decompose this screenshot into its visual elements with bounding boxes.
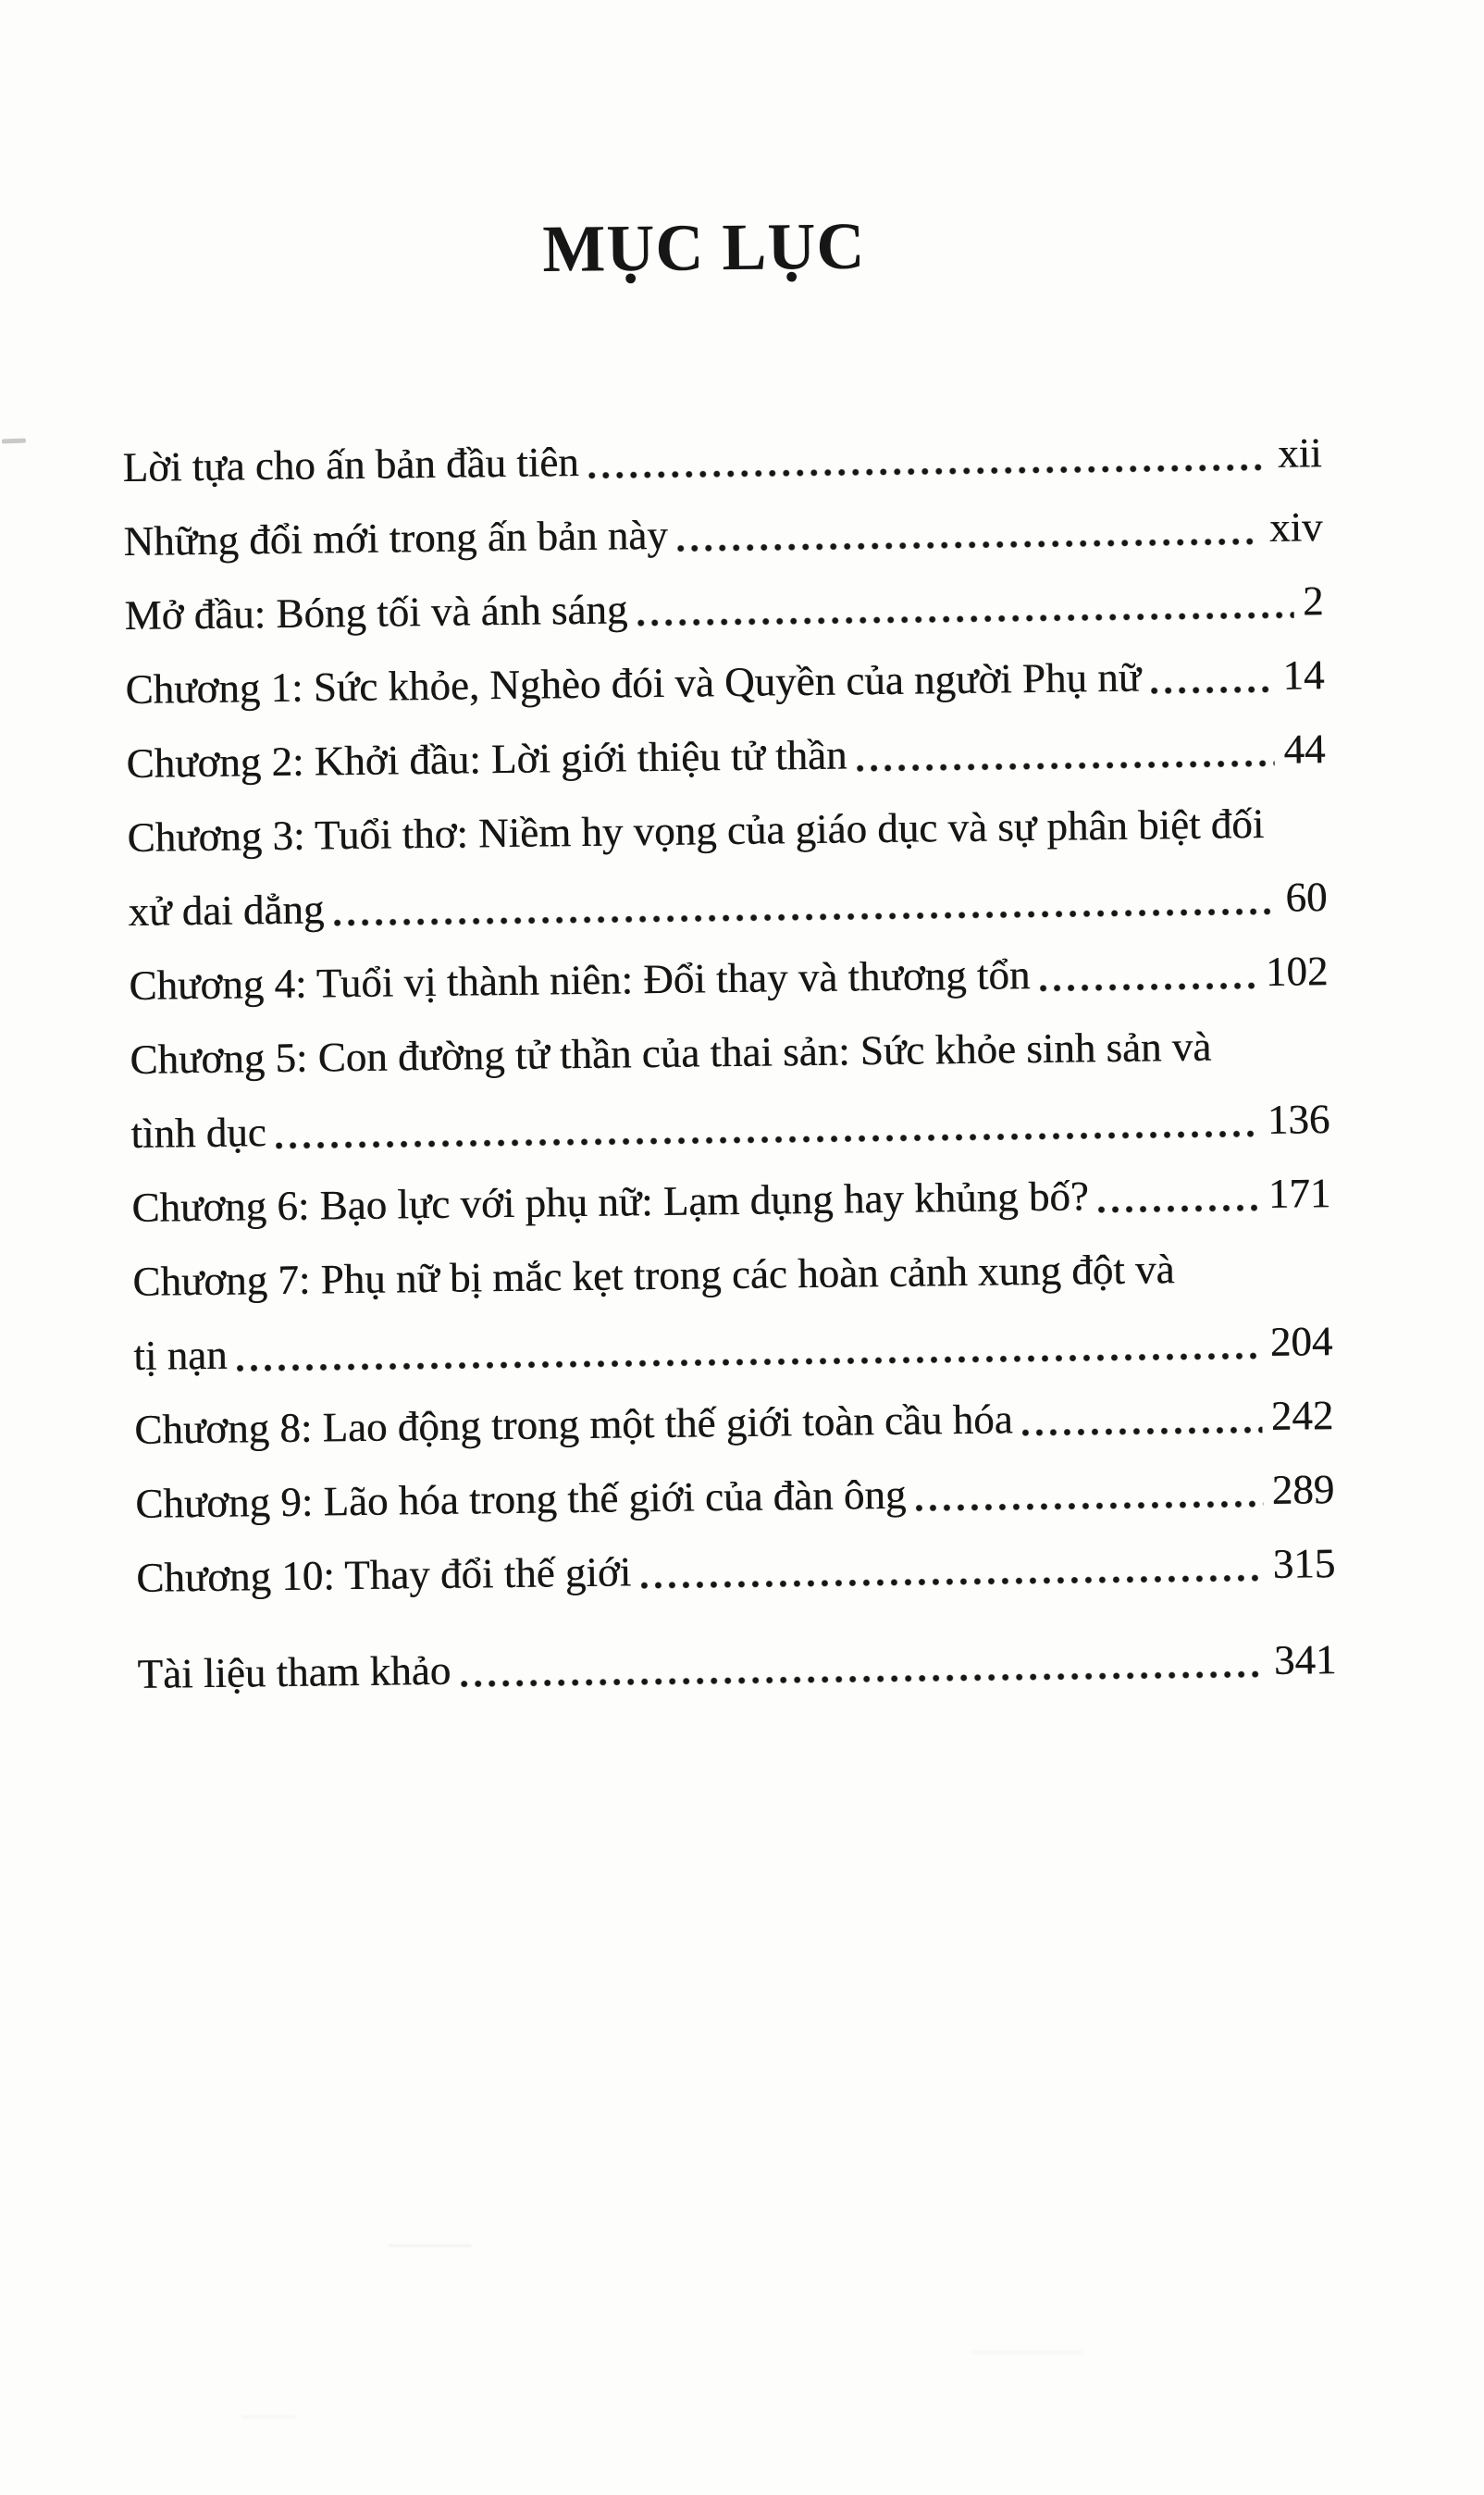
toc-entry-label: xử dai dẳng [128,886,325,936]
toc-entry-label: tị nạn [133,1331,228,1380]
toc-page-number: 315 [1272,1540,1336,1588]
toc-page-number: 102 [1265,948,1329,996]
toc-list [122,403,1337,1699]
toc-entry-label: Tài liệu tham khảo [137,1647,451,1698]
toc-page-number: 204 [1269,1318,1333,1366]
page-title: MỤC LỤC [542,208,866,287]
toc-leader-dots [1150,686,1274,695]
toc-page-number: 242 [1270,1392,1334,1440]
toc-leader-dots [915,1500,1262,1512]
toc-leader-dots [637,612,1293,627]
toc-page-number: xiv [1268,503,1323,552]
toc-entry-label: Chương 9: Lão hóa trong thế giới của đàn ông [135,1471,907,1528]
toc-leader-dots [460,1670,1265,1688]
toc-leader-dots [1098,1204,1259,1213]
toc-row [130,996,1329,1085]
toc-entry-label: Lời tựa cho ấn bản đầu tiên [122,439,579,491]
toc-entry-label: Chương 7: Phụ nữ bị mắc kẹt trong các hoàn cảnh xung đột và [132,1246,1175,1306]
toc-page-number: 44 [1283,726,1326,773]
toc-page-number: 136 [1267,1096,1330,1144]
toc-entry-label: Chương 4: Tuổi vị thành niên: Đổi thay và thương tổn [129,951,1031,1010]
toc-page-number: 341 [1273,1636,1337,1684]
toc-entry-label: Chương 1: Sức khỏe, Nghèo đói và Quyền của người Phụ nữ [125,653,1142,714]
toc-row [132,1218,1332,1307]
toc-entry-label: Chương 2: Khởi đầu: Lời giới thiệu tử thần [126,731,847,788]
toc-page-number: 14 [1282,652,1325,699]
toc-row [127,774,1327,863]
toc-row [137,1610,1337,1699]
toc-page-number: 60 [1285,874,1328,921]
toc-entry-label: Mở đầu: Bóng tối và ánh sáng [124,586,628,639]
toc-leader-dots [677,538,1260,552]
scan-artifact-smudge [389,2244,472,2247]
toc-page-number: 289 [1271,1466,1335,1514]
toc-row [136,1514,1336,1603]
toc-leader-dots [1022,1426,1262,1436]
toc-entry-label: Những đổi mới trong ấn bản này [123,512,668,565]
toc-entry-label: Chương 6: Bạo lực với phụ nữ: Lạm dụng hay khủng bố? [131,1173,1090,1232]
toc-entry-label: Chương 5: Con đường tử thần của thai sản: Sức khỏe sinh sản và [130,1023,1212,1084]
scan-artifact-dash [2,439,26,444]
scan-artifact-smudge [971,2351,1082,2353]
toc-entry-label: Chương 8: Lao động trong một thế giới toàn cầu hóa [134,1396,1013,1454]
toc-entry-label: Chương 10: Thay đổi thế giới [136,1548,632,1602]
toc-leader-dots [588,464,1268,479]
toc-leader-dots [1039,982,1256,992]
toc-page-number: 2 [1302,577,1324,625]
toc-entry-label: tình dục [130,1109,266,1158]
toc-entry-label: Chương 3: Tuổi thơ: Niềm hy vọng của giáo dục và sự phân biệt đối [127,801,1265,862]
toc-page-number: xii [1277,429,1322,477]
toc-leader-dots [857,760,1275,773]
scan-artifact-smudge [241,2415,296,2418]
toc-page-number: 171 [1268,1170,1331,1218]
toc-leader-dots [640,1574,1264,1589]
